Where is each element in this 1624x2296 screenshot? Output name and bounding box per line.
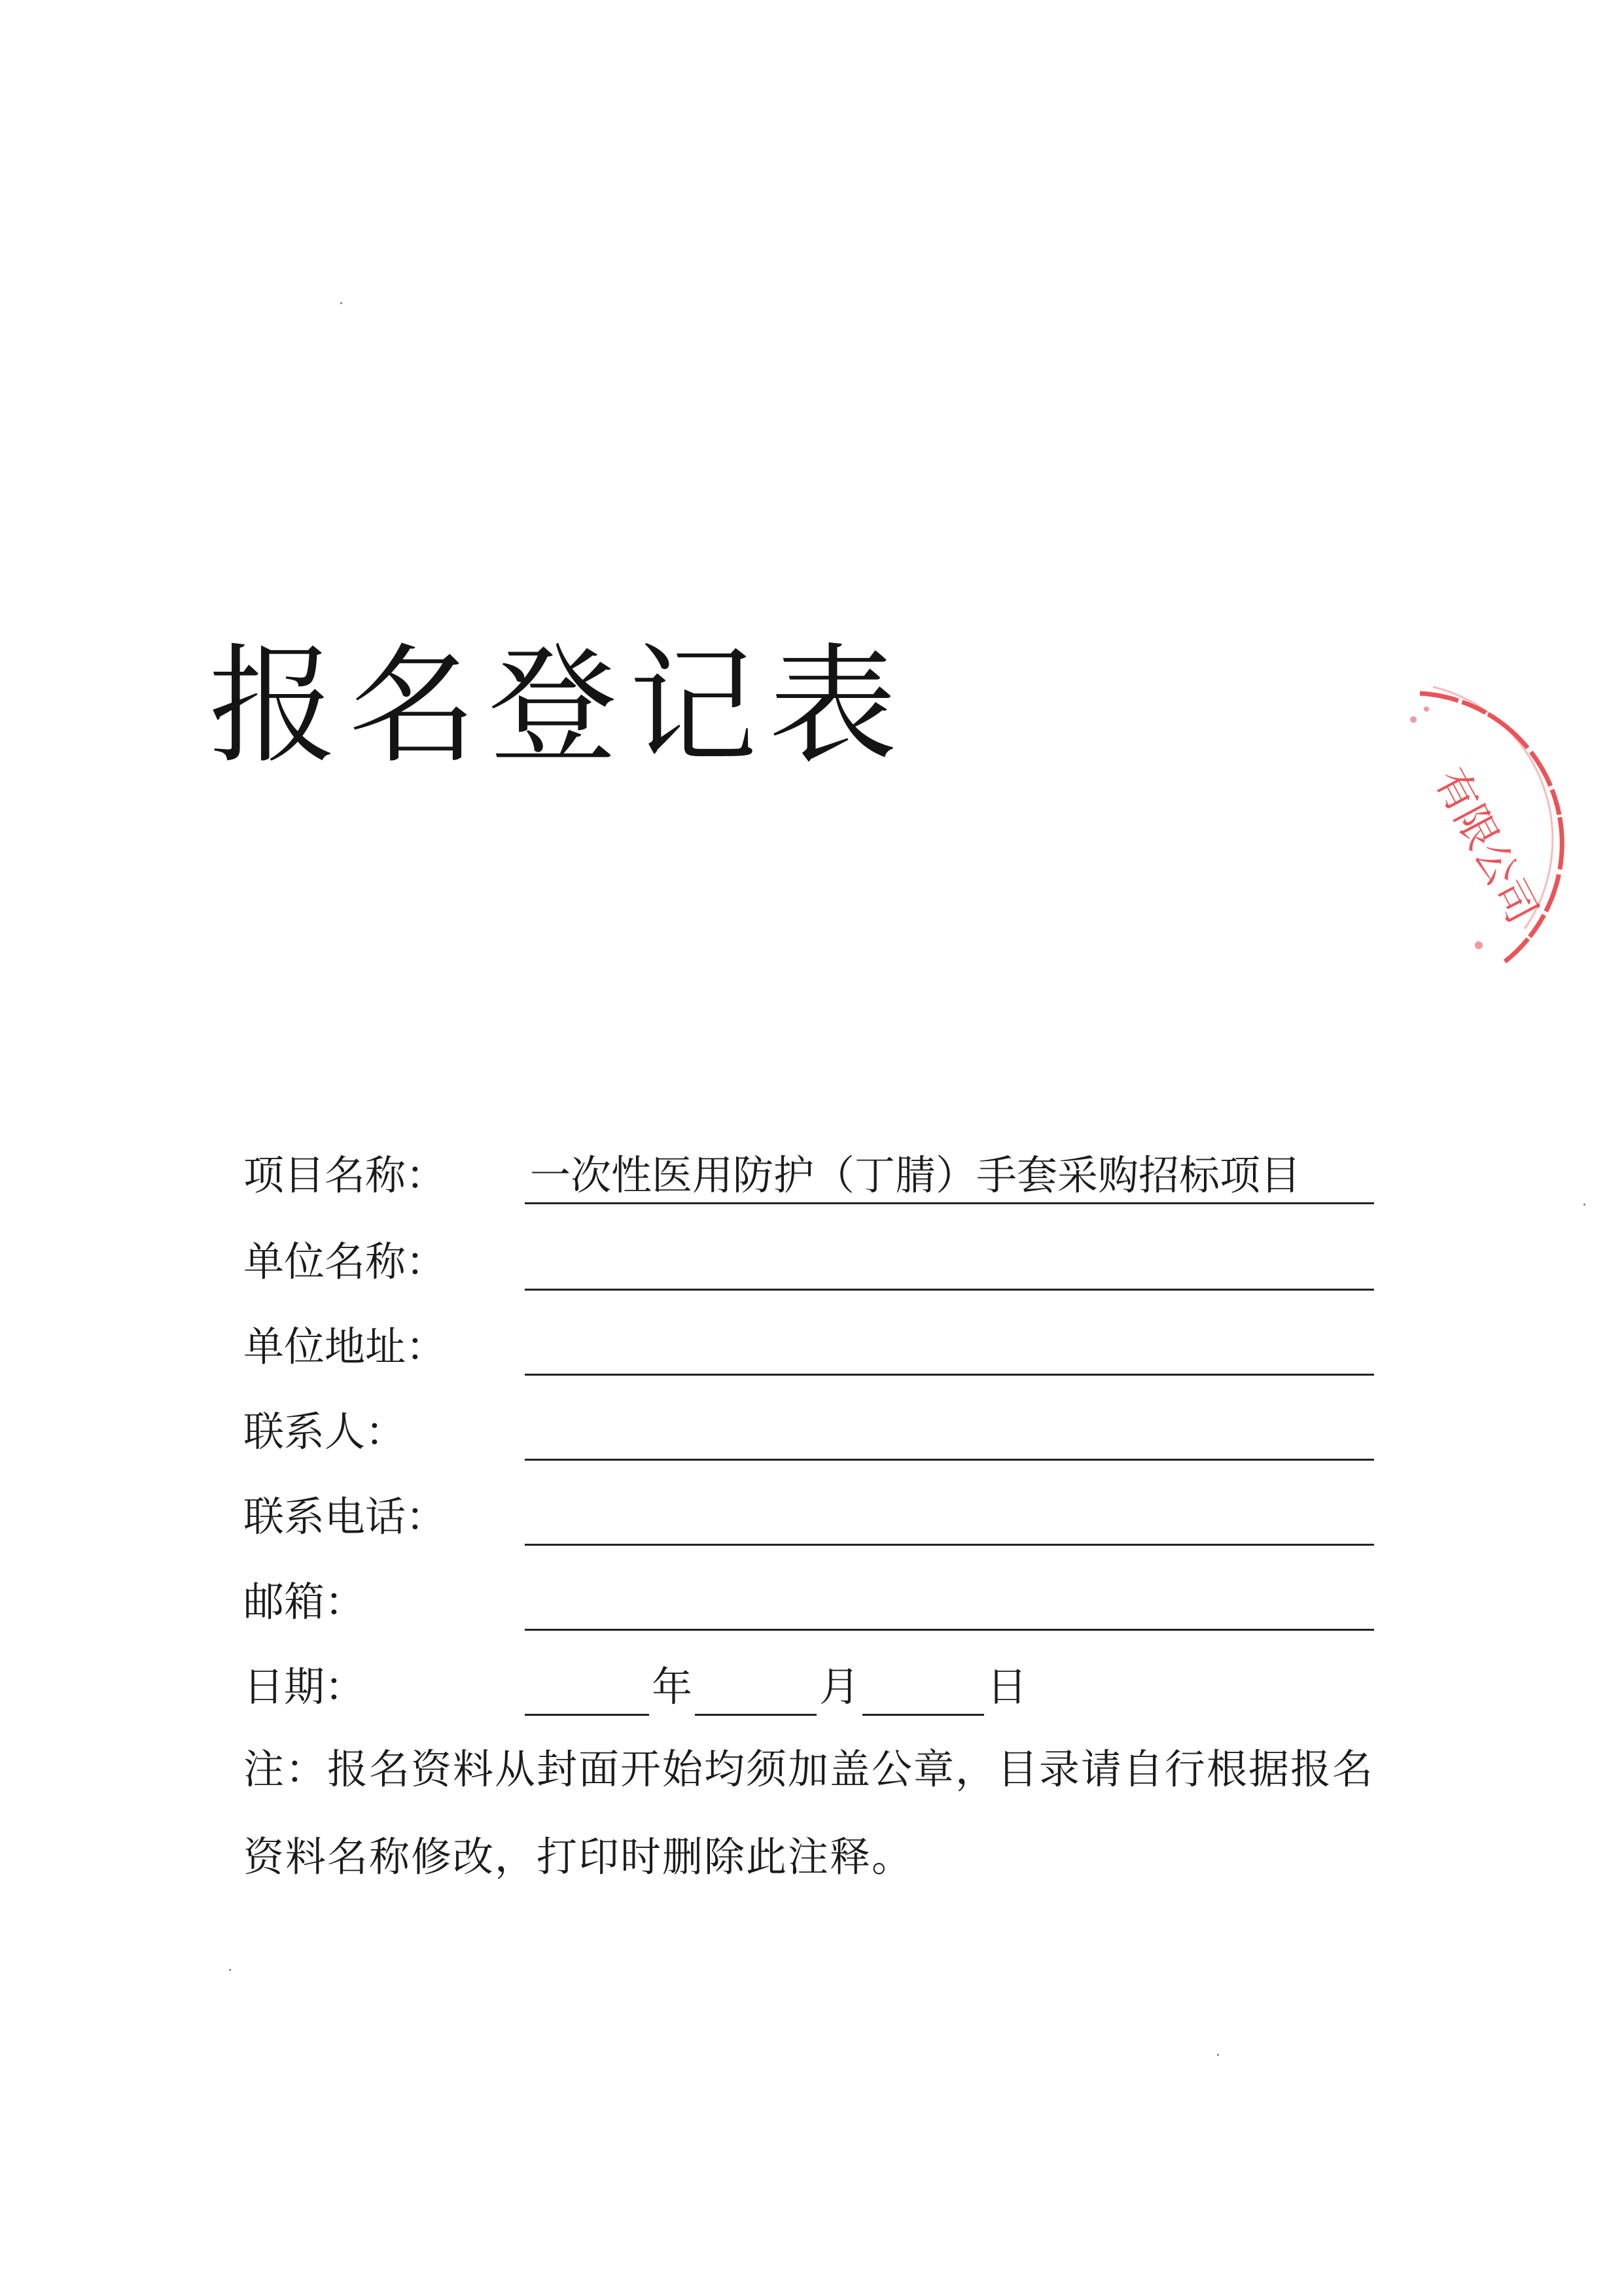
month-field[interactable] [695, 1714, 817, 1716]
contact-person-row [243, 1396, 1382, 1468]
page-title: 报名登记表 [208, 632, 909, 781]
contact-phone-row [243, 1481, 1382, 1553]
month-unit: 月 [819, 1663, 860, 1711]
year-unit: 年 [652, 1663, 693, 1711]
day-field[interactable] [862, 1714, 984, 1716]
scan-speck [1217, 2054, 1219, 2056]
unit-name-label: 单位名称： [243, 1238, 447, 1285]
date-row [243, 1651, 1382, 1723]
unit-address-field[interactable] [525, 1374, 1374, 1376]
contact-person-field[interactable] [525, 1459, 1374, 1461]
registration-note: 注：报名资料从封面开始均须加盖公章，目录请自行根据报名资料名称修改，打印时删除此注释。 [243, 1745, 1375, 1881]
contact-phone-label: 联系电话： [243, 1493, 447, 1540]
project-name-underline [525, 1202, 1374, 1204]
unit-name-row [243, 1226, 1382, 1298]
company-seal-stamp [1407, 680, 1624, 981]
unit-name-field[interactable] [525, 1289, 1374, 1291]
email-row [243, 1566, 1382, 1638]
seal-text: 有限公司 [1424, 760, 1547, 931]
project-name-label: 项目名称： [243, 1151, 447, 1199]
project-name-row [243, 1139, 1382, 1211]
contact-person-label: 联系人： [243, 1408, 406, 1455]
email-field[interactable] [525, 1629, 1374, 1631]
scan-speck [1583, 1204, 1585, 1206]
project-name-value: 一次性医用防护（丁腈）手套采购招标项目 [530, 1151, 1301, 1199]
unit-address-label: 单位地址： [243, 1323, 447, 1370]
unit-address-row [243, 1311, 1382, 1383]
contact-phone-field[interactable] [525, 1544, 1374, 1546]
year-field[interactable] [525, 1714, 649, 1716]
scan-speck [340, 302, 342, 304]
day-unit: 日 [987, 1663, 1028, 1711]
email-label: 邮箱： [243, 1578, 366, 1626]
date-label: 日期： [243, 1663, 366, 1711]
scan-speck [229, 1969, 231, 1971]
